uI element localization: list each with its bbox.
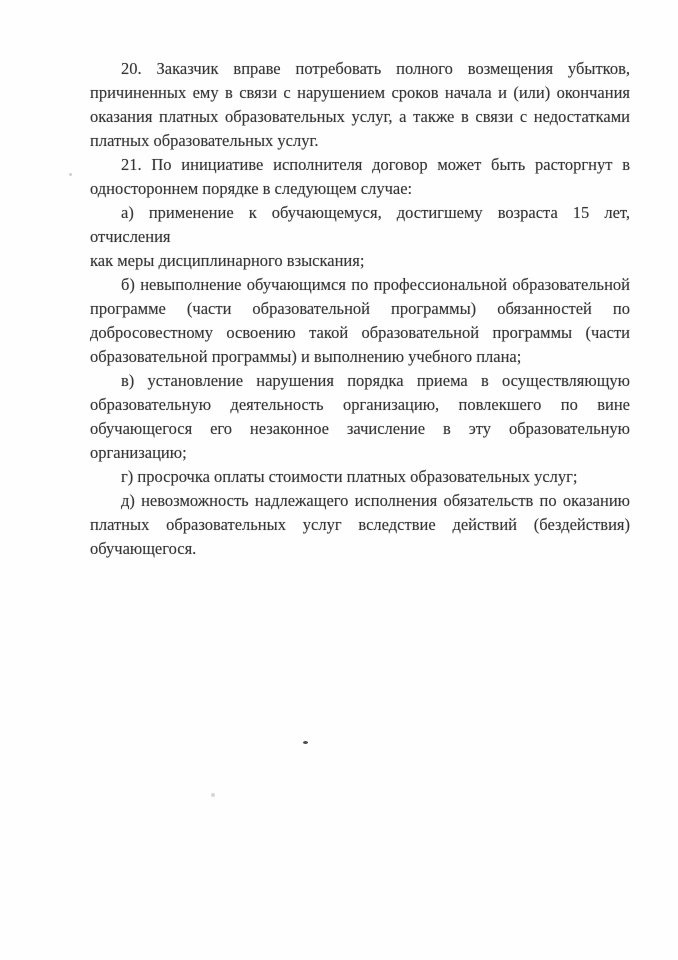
clause-21-g-line-1: г) просрочка оплаты стоимости платных образовательных услуг;	[121, 467, 578, 486]
clause-21-v-line-3: обучающегося его незаконное зачисление в эту образовательную	[90, 419, 630, 438]
clause-21-d-line-2: платных образовательных услуг вследствие действий (бездействия)	[90, 515, 630, 534]
clause-21-v-line-2: образовательную деятельность организацию, повлекшего по вине	[90, 395, 630, 414]
clause-21-v-line-1: в) установление нарушения порядка приема в осуществляющую	[121, 371, 630, 390]
clause-20-line-4: платных образовательных услуг.	[90, 131, 319, 150]
clause-21-intro-line-1: 21. По инициативе исполнителя договор может быть расторгнут в	[121, 155, 630, 174]
clause-21-b-line-4: образовательной программы) и выполнению учебного плана;	[90, 347, 522, 366]
clause-21-a-line-2: как меры дисциплинарного взыскания;	[90, 251, 365, 270]
clause-21-b-line-3: добросовестному освоению такой образовательной программы (части	[90, 323, 630, 342]
scan-speck-faint	[211, 793, 215, 797]
clause-21-intro-line-2: одностороннем порядке в следующем случае:	[90, 179, 413, 198]
clause-21-a-line-1: а) применение к обучающемуся, достигшему возраста 15 лет, отчисления	[90, 203, 630, 246]
clause-20-line-2: причиненных ему в связи с нарушением сроков начала и (или) окончания	[90, 83, 630, 102]
clause-21-b-line-1: б) невыполнение обучающимся по профессиональной образовательной	[121, 275, 630, 294]
clause-21-d-line-3: обучающегося.	[90, 539, 197, 558]
clause-21-b-line-2: программе (части образовательной программы) обязанностей по	[90, 299, 630, 318]
scan-speck-tiny	[69, 173, 72, 176]
scan-speck-dark	[303, 741, 308, 744]
clause-21-d-line-1: д) невозможность надлежащего исполнения обязательств по оказанию	[121, 491, 630, 510]
clause-21-v-line-4: организацию;	[90, 443, 187, 462]
clause-20-line-1: 20. Заказчик вправе потребовать полного возмещения убытков,	[121, 59, 630, 78]
clause-20-line-3: оказания платных образовательных услуг, а также в связи с недостатками	[90, 107, 630, 126]
contract-text-block	[90, 57, 630, 561]
